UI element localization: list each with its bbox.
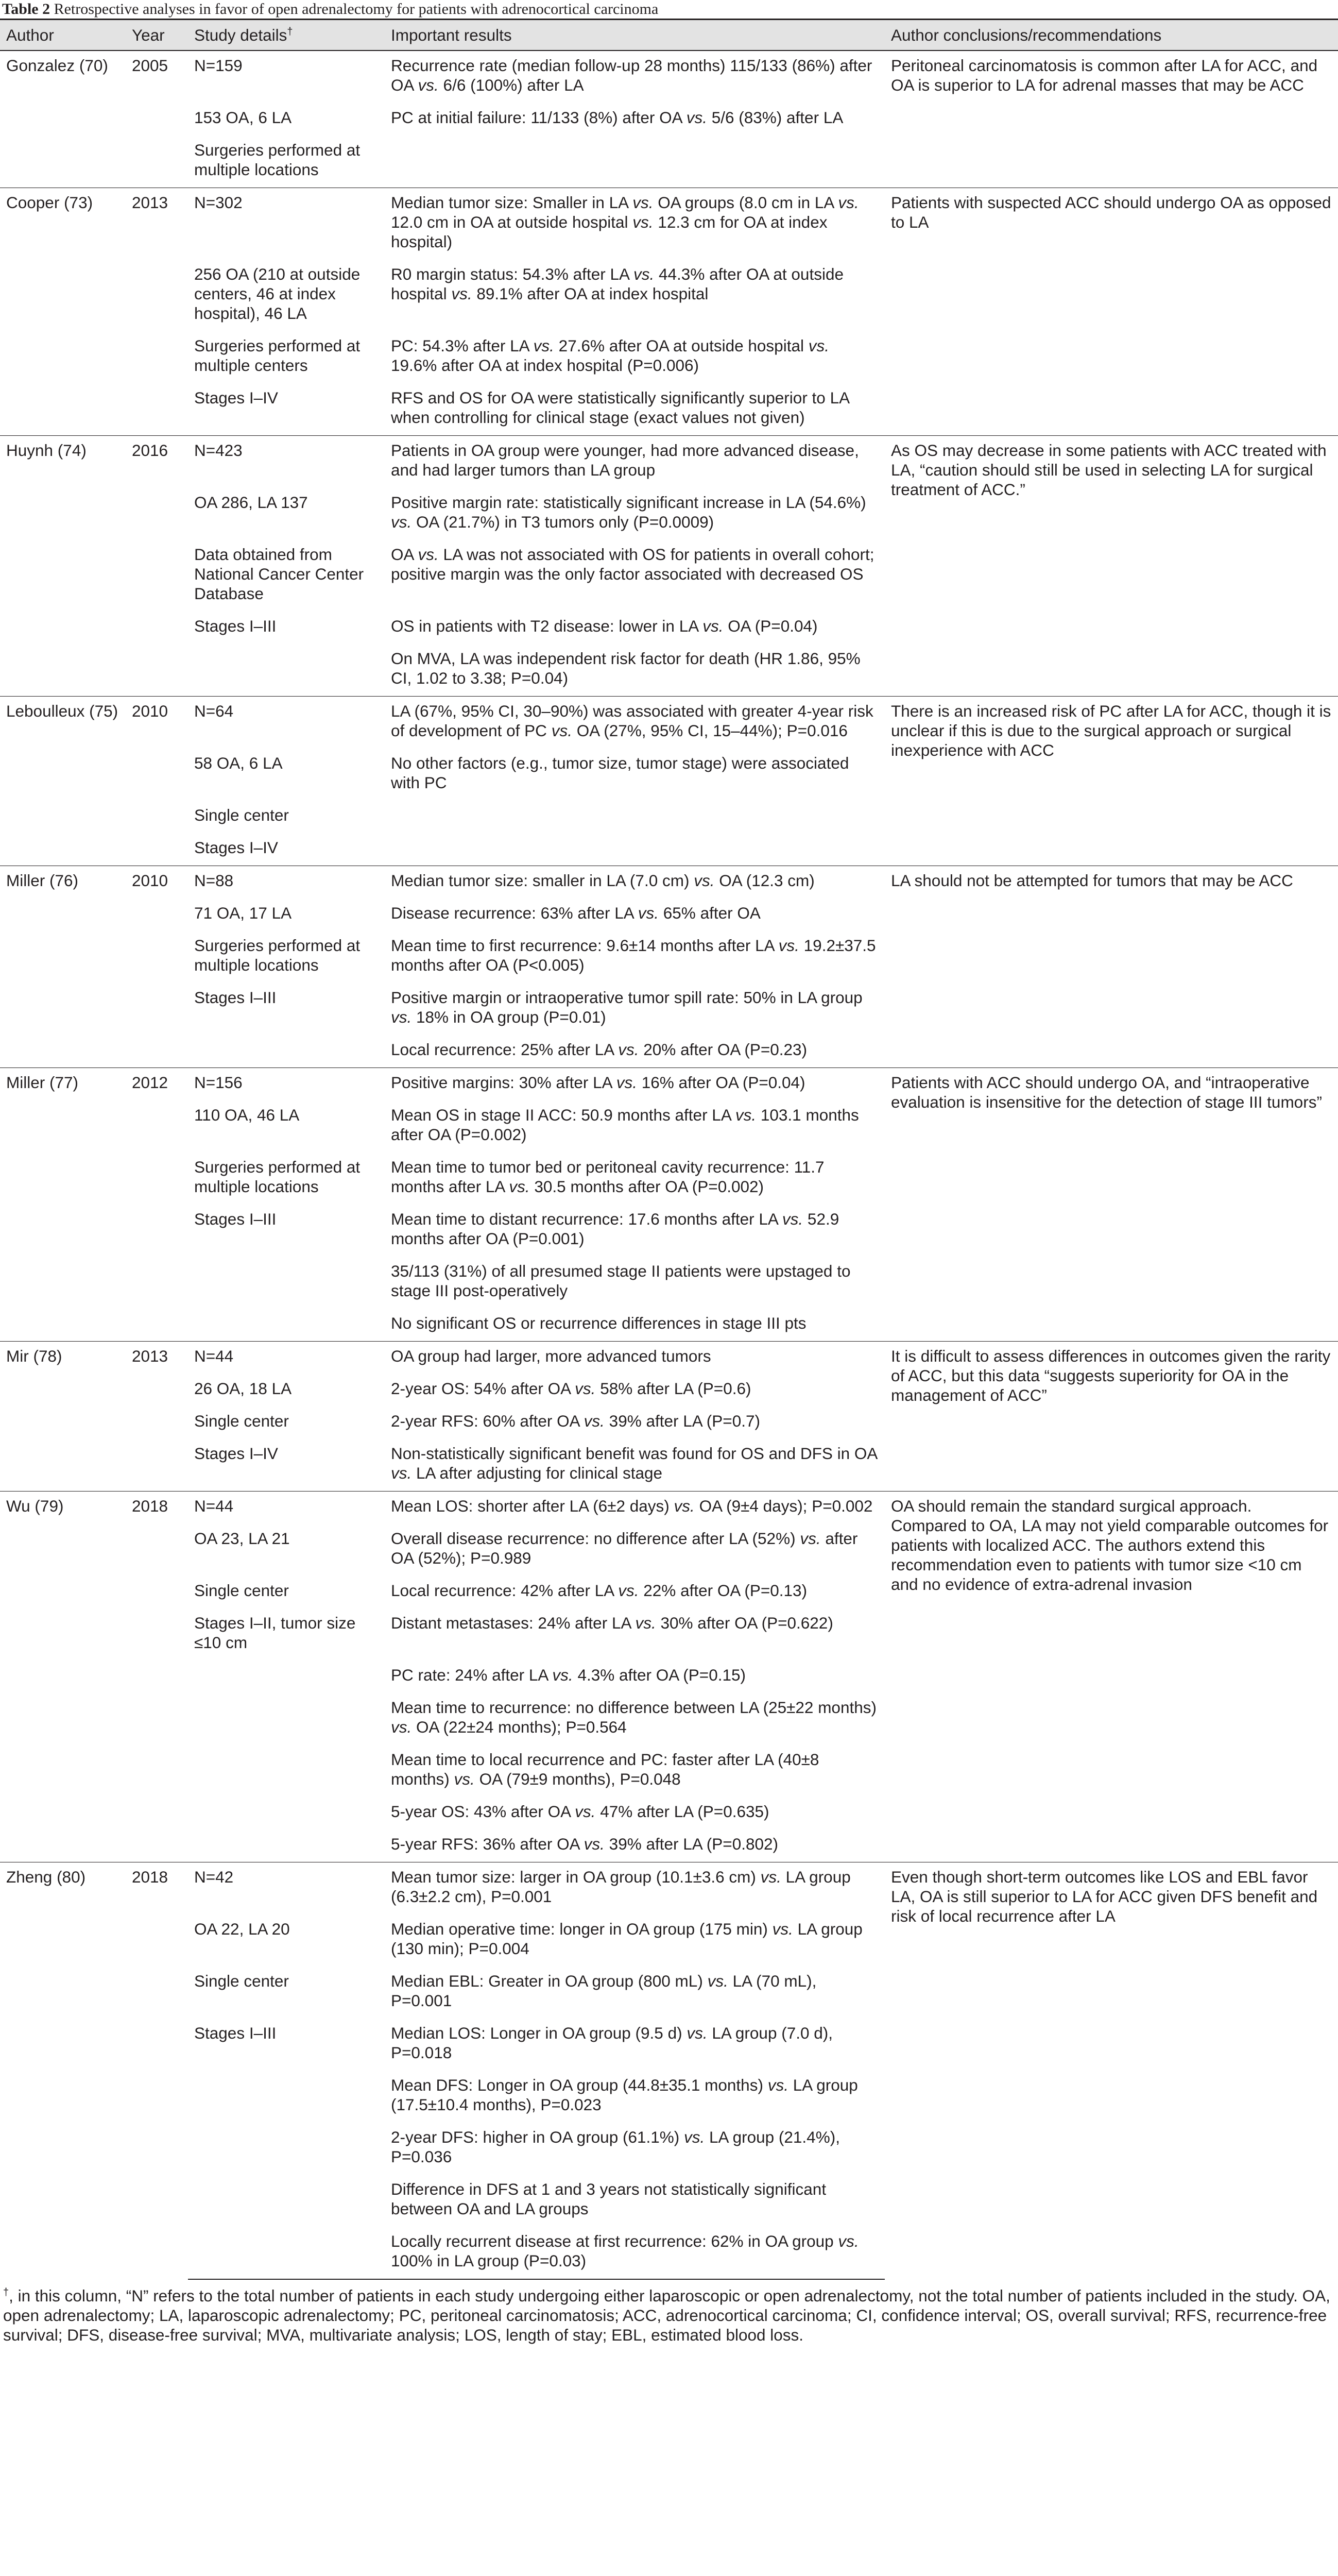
important-results-cell: OS in patients with T2 disease: lower in LA vs. OA (P=0.04) [391,617,818,635]
year-cell: 2005 [126,50,188,188]
study-details-cell: Stages I–II, tumor size ≤10 cm [194,1614,356,1652]
col-header-year: Year [126,20,188,51]
important-results-cell: Median EBL: Greater in OA group (800 mL) vs. LA (70 mL), P=0.001 [391,1972,817,2010]
table-row [0,1068,1338,1101]
study-details-cell: N=64 [188,697,385,749]
study-details-cell [188,1829,385,1862]
study-details-cell [188,1797,385,1829]
important-results-cell: PC rate: 24% after LA vs. 4.3% after OA (P=0.15) [391,1666,746,1684]
table-row [0,697,1338,749]
important-results-cell: Difference in DFS at 1 and 3 years not statistically significant between OA and LA groups [391,2180,827,2218]
important-results-cell: LA (67%, 95% CI, 30–90%) was associated with greater 4-year risk of development of PC vs. OA (27%, 95% CI, 15–44%); P=0.016 [385,697,885,749]
important-results-cell: 35/113 (31%) of all presumed stage II patients were upstaged to stage III post-operatively [391,1262,851,1300]
important-results-cell: Mean DFS: Longer in OA group (44.8±35.1 months) vs. LA group (17.5±10.4 months), P=0.023 [391,2076,858,2114]
study-details-cell: Single center [194,1972,289,1990]
col-header-conclusions: Author conclusions/recommendations [885,20,1338,51]
year-cell: 2013 [126,188,188,436]
year-cell: 2013 [126,1342,188,1492]
important-results-cell: Positive margins: 30% after LA vs. 16% after OA (P=0.04) [385,1068,885,1101]
table-caption [0,0,1338,19]
table-row [0,1862,1338,1915]
important-results-cell: Mean time to local recurrence and PC: faster after LA (40±8 months) vs. OA (79±9 months), P=0.048 [391,1750,819,1788]
conclusion-cell: It is difficult to assess differences in outcomes given the rarity of ACC, but this data “suggests superiority for OA in the management of ACC” [885,1342,1338,1492]
study-details-cell [188,2123,385,2175]
footnote-dagger: † [3,2286,9,2298]
study-details-cell: Stages I–III [194,988,277,1007]
study-details-cell: N=42 [188,1862,385,1915]
study-details-cell: Surgeries performed at multiple locations [194,1158,361,1196]
study-details-cell: Single center [194,806,289,824]
important-results-cell: RFS and OS for OA were statistically significantly superior to LA when controlling for clinical stage (exact values not given) [391,388,849,427]
retrospective-analyses-table [0,19,1338,2280]
important-results-cell: Mean time to first recurrence: 9.6±14 months after LA vs. 19.2±37.5 months after OA (P<0.005) [391,936,876,974]
table-row [0,50,1338,103]
important-results-cell: Recurrence rate (median follow-up 28 months) 115/133 (86%) after OA vs. 6/6 (100%) after LA [385,50,885,103]
study-details-cell: Data obtained from National Cancer Center Database [194,545,364,603]
study-details-cell: N=302 [188,188,385,260]
important-results-cell: Median tumor size: smaller in LA (7.0 cm) vs. OA (12.3 cm) [385,866,885,899]
table-title: Retrospective analyses in favor of open adrenalectomy for patients with adrenocortical carcinoma [54,1,659,18]
study-details-cell [188,1693,385,1745]
author-cell: Gonzalez (70) [0,50,126,188]
important-results-cell: Median operative time: longer in OA group (175 min) vs. LA group (130 min); P=0.004 [391,1920,863,1958]
important-results-cell: Distant metastases: 24% after LA vs. 30% after OA (P=0.622) [391,1614,833,1632]
important-results-cell: PC at initial failure: 11/133 (8%) after OA vs. 5/6 (83%) after LA [391,108,844,127]
important-results-cell: Mean time to recurrence: no difference between LA (25±22 months) vs. OA (22±24 months); P=0.564 [391,1698,877,1736]
study-details-cell: OA 286, LA 137 [194,493,308,512]
important-results-cell: 5-year OS: 43% after OA vs. 47% after LA (P=0.635) [391,1802,769,1821]
conclusion-cell: LA should not be attempted for tumors that may be ACC [885,866,1338,1068]
study-details-cell [188,1035,385,1068]
study-details-cell: N=159 [188,50,385,103]
study-details-cell: OA 22, LA 20 [194,1920,290,1938]
important-results-cell: 5-year RFS: 36% after OA vs. 39% after LA (P=0.802) [391,1835,779,1853]
study-details-cell: OA 23, LA 21 [194,1529,290,1548]
study-details-cell [188,2071,385,2123]
year-cell: 2010 [126,866,188,1068]
conclusion-cell: Even though short-term outcomes like LOS and EBL favor LA, OA is still superior to LA for ACC given DFS benefit and risk of local recurrence after LA [885,1862,1338,2280]
author-cell: Wu (79) [0,1492,126,1862]
year-cell: 2012 [126,1068,188,1342]
important-results-cell [385,801,885,833]
table-row [0,436,1338,488]
study-details-cell: Single center [194,1412,289,1430]
conclusion-cell: As OS may decrease in some patients with ACC treated with LA, “caution should still be used in selecting LA for surgical treatment of ACC.” [885,436,1338,697]
table-row [0,188,1338,260]
table-label: Table 2 [2,1,50,18]
study-details-cell: Stages I–III [194,2024,277,2042]
important-results-cell: Mean tumor size: larger in OA group (10.1±3.6 cm) vs. LA group (6.3±2.2 cm), P=0.001 [385,1862,885,1915]
conclusion-cell: Patients with ACC should undergo OA, and “intraoperative evaluation is insensitive for the detection of stage III tumors” [885,1068,1338,1342]
important-results-cell: Non-statistically significant benefit was found for OS and DFS in OA vs. LA after adjusting for clinical stage [391,1444,877,1482]
important-results-cell: Positive margin or intraoperative tumor spill rate: 50% in LA group vs. 18% in OA group (P=0.01) [391,988,863,1026]
important-results-cell: Median tumor size: Smaller in LA vs. OA groups (8.0 cm in LA vs. 12.0 cm in OA at outside hospital vs. 12.3 cm for OA at index hospital) [385,188,885,260]
study-details-cell: Stages I–III [194,617,277,635]
study-details-cell: Stages I–IV [194,838,278,857]
table-row [0,866,1338,899]
study-details-cell: 58 OA, 6 LA [194,754,283,772]
study-details-cell [188,1257,385,1309]
table-row [0,1342,1338,1375]
important-results-cell: PC: 54.3% after LA vs. 27.6% after OA at outside hospital vs. 19.6% after OA at index hospital (P=0.006) [391,336,829,375]
study-details-cell: 256 OA (210 at outside centers, 46 at index hospital), 46 LA [194,265,361,323]
author-cell: Leboulleux (75) [0,697,126,866]
important-results-cell: R0 margin status: 54.3% after LA vs. 44.3% after OA at outside hospital vs. 89.1% after OA at index hospital [391,265,844,303]
study-details-cell: N=44 [188,1342,385,1375]
col-header-important-results: Important results [385,20,885,51]
important-results-cell: Mean OS in stage II ACC: 50.9 months after LA vs. 103.1 months after OA (P=0.002) [391,1106,859,1144]
author-cell: Zheng (80) [0,1862,126,2280]
conclusion-cell: OA should remain the standard surgical approach. Compared to OA, LA may not yield comparable outcomes for patients with localized ACC. The authors extend this recommendation even to patients with tumor size <10 cm and no evidence of extra-adrenal invasion [885,1492,1338,1862]
important-results-cell: Local recurrence: 42% after LA vs. 22% after OA (P=0.13) [391,1581,808,1600]
col-header-author: Author [0,20,126,51]
author-cell: Miller (76) [0,866,126,1068]
important-results-cell [385,135,885,188]
study-details-cell: 71 OA, 17 LA [194,904,292,922]
study-details-cell: Stages I–IV [194,388,278,407]
footnote-text: , in this column, “N” refers to the total number of patients in each study undergoing either laparoscopic or open adrenalectomy, not the total number of patients included in the study. OA, open adrenalectomy; LA, laparoscopic adrenalectomy; PC, peritoneal carcinomatosis; ACC, adrenocortical carcinoma; CI, confidence interval; OS, overall survival; RFS, recurrence-free survival; DFS, disease-free survival; MVA, multivariate analysis; LOS, length of stay; EBL, estimated blood loss. [3,2286,1330,2344]
study-details-cell [188,1745,385,1797]
important-results-cell: 2-year OS: 54% after OA vs. 58% after LA (P=0.6) [391,1379,751,1398]
header-row [0,20,1338,51]
study-details-cell: 153 OA, 6 LA [194,108,292,127]
important-results-cell: On MVA, LA was independent risk factor for death (HR 1.86, 95% CI, 1.02 to 3.38; P=0.04) [391,649,861,687]
important-results-cell: No significant OS or recurrence differences in stage III pts [391,1314,807,1332]
conclusion-cell: There is an increased risk of PC after LA for ACC, though it is unclear if this is due to the surgical approach or surgical inexperience with ACC [885,697,1338,866]
table-row [0,1492,1338,1524]
important-results-cell: Locally recurrent disease at first recurrence: 62% in OA group vs. 100% in LA group (P=0.03) [385,2227,885,2279]
important-results-cell: 2-year DFS: higher in OA group (61.1%) vs. LA group (21.4%), P=0.036 [391,2128,840,2166]
important-results-cell: OA vs. LA was not associated with OS for patients in overall cohort; positive margin was the only factor associated with decreased OS [391,545,874,583]
important-results-cell: Mean time to tumor bed or peritoneal cavity recurrence: 11.7 months after LA vs. 30.5 months after OA (P=0.002) [391,1158,825,1196]
table-body [0,50,1338,2279]
study-details-cell [188,1309,385,1342]
important-results-cell: Mean time to distant recurrence: 17.6 months after LA vs. 52.9 months after OA (P=0.001) [391,1210,839,1248]
study-details-cell [188,2227,385,2279]
col-header-study-details-label: Study details [194,26,287,44]
year-cell: 2010 [126,697,188,866]
important-results-cell: Positive margin rate: statistically significant increase in LA (54.6%) vs. OA (21.7%) in T3 tumors only (P=0.0009) [391,493,866,531]
study-details-cell: Stages I–IV [194,1444,278,1463]
study-details-cell: Surgeries performed at multiple locations [194,141,361,179]
important-results-cell: Mean LOS: shorter after LA (6±2 days) vs. OA (9±4 days); P=0.002 [385,1492,885,1524]
study-details-cell: N=423 [188,436,385,488]
important-results-cell: Disease recurrence: 63% after LA vs. 65% after OA [391,904,761,922]
study-details-cell: Surgeries performed at multiple centers [194,336,361,375]
important-results-cell: Overall disease recurrence: no difference after LA (52%) vs. after OA (52%); P=0.989 [391,1529,858,1567]
conclusion-cell: Peritoneal carcinomatosis is common after LA for ACC, and OA is superior to LA for adrenal masses that may be ACC [885,50,1338,188]
study-details-cell: Stages I–III [194,1210,277,1228]
important-results-cell: OA group had larger, more advanced tumors [385,1342,885,1375]
author-cell: Cooper (73) [0,188,126,436]
study-details-cell: N=44 [188,1492,385,1524]
important-results-cell: No other factors (e.g., tumor size, tumor stage) were associated with PC [391,754,849,792]
table-footnote [0,2280,1338,2345]
study-details-cell: Surgeries performed at multiple locations [194,936,361,974]
author-cell: Miller (77) [0,1068,126,1342]
study-details-cell: N=88 [188,866,385,899]
study-details-cell: N=156 [188,1068,385,1101]
year-cell: 2016 [126,436,188,697]
important-results-cell: Local recurrence: 25% after LA vs. 20% after OA (P=0.23) [391,1040,808,1059]
study-details-cell: 110 OA, 46 LA [194,1106,300,1124]
study-details-cell: Single center [194,1581,289,1600]
important-results-cell: 2-year RFS: 60% after OA vs. 39% after LA (P=0.7) [391,1412,760,1430]
year-cell: 2018 [126,1862,188,2280]
important-results-cell: Median LOS: Longer in OA group (9.5 d) vs. LA group (7.0 d), P=0.018 [391,2024,833,2062]
dagger-mark: † [287,26,293,38]
conclusion-cell: Patients with suspected ACC should undergo OA as opposed to LA [885,188,1338,436]
important-results-cell: Patients in OA group were younger, had more advanced disease, and had larger tumors than LA group [385,436,885,488]
col-header-study-details [188,20,385,51]
author-cell: Mir (78) [0,1342,126,1492]
study-details-cell [188,1660,385,1693]
study-details-cell [188,2175,385,2227]
important-results-cell [385,833,885,866]
author-cell: Huynh (74) [0,436,126,697]
study-details-cell: 26 OA, 18 LA [194,1379,292,1398]
year-cell: 2018 [126,1492,188,1862]
study-details-cell [188,644,385,697]
